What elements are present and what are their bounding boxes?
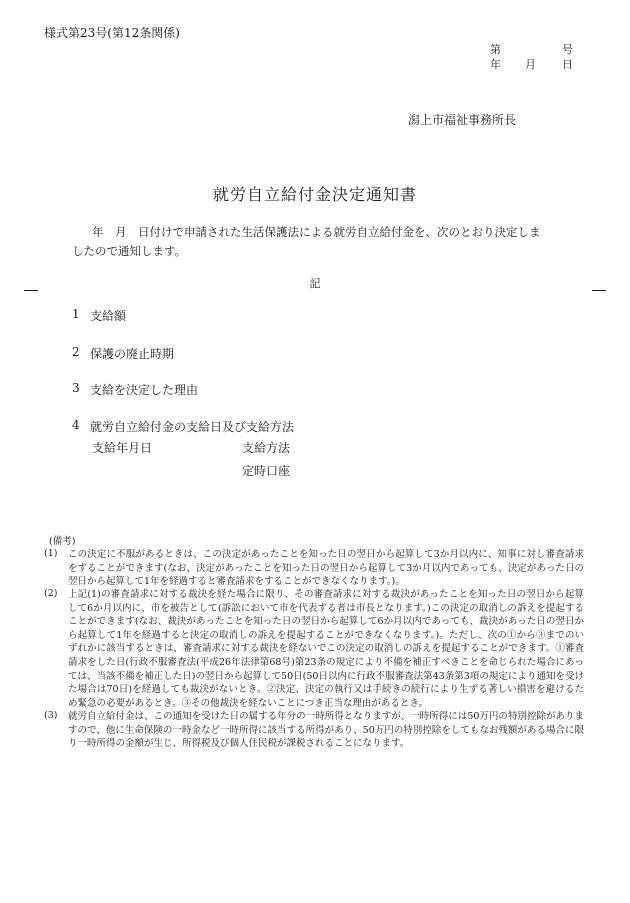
notes-title: (備考): [49, 536, 76, 547]
note-2-text: 上記(1)の審査請求に対する裁決を経た場合に限り、その審査請求に対する裁決があったことを知った日の翌日から起算して6か月以内に、市を被告として(訴訟において市を代表する者は市長となります。)この決定の取消しの訴えを提起することができます(なお、裁決があったことを知った日の翌日から起算して6か月以内であっても、裁決があった日の翌日から起算して1年を経過すると決定の取消しの訴えを提起することができなくなります。)。ただし、次の①から③までのいずれかに該当するときは、審査請求に対する裁決を経ないでこの決定の取消しの訴えを提起することができます。①審査請求をした日(行政不服審査法(平成26年法律第68号)第23条の規定により不備を補正すべきことを命じられた場合にあっては、当該不備を補正した日)の翌日から起算して50日(50日以内に行政不服審査法第43条第3項の規定により通知を受けた場合は70日)を経過しても裁決がないとき。②決定、決定の執行又は手続きの続行により生ずる著しい損害を避けるため緊急の必要があるとき。③その他裁決を経ないことにつき正当な理由があるとき。: [68, 589, 584, 709]
date-year: 年: [490, 58, 501, 71]
payment-method-value: 定時口座: [242, 464, 291, 478]
note-1-text: この決定に不服があるときは、この決定があったことを知った日の翌日から起算して3か月以内に、知事に対し審査請求をすることができます(なお、決定があったことを知った日の翌日から起算して3か月以内であっても、決定があった日の翌日から起算して1年を経過すると審査請求をすることができなくなります。)。: [68, 549, 584, 588]
item-3-number: 3: [72, 381, 80, 395]
item-1-label: 支給額: [90, 309, 127, 323]
intro-line-2: したので通知します。: [72, 244, 187, 258]
note-1-number: (1): [44, 548, 58, 559]
item-2-number: 2: [72, 345, 80, 359]
item-1-number: 1: [72, 307, 80, 321]
document-title: 就労自立給付金決定通知書: [212, 185, 417, 204]
ki-heading: 記: [309, 277, 321, 290]
intro-line-1: 年 月 日付けで申請された生活保護法による就労自立給付金を、次のとおり決定しま: [92, 225, 541, 239]
form-number: 様式第23号(第12条関係): [44, 26, 180, 40]
doc-number-prefix: 第: [490, 43, 501, 56]
issuer-name: 潟上市福祉事務所長: [408, 113, 517, 127]
right-dash: [592, 290, 606, 291]
doc-number-suffix: 号: [562, 43, 573, 56]
note-2-number: (2): [44, 588, 58, 599]
date-month: 月: [525, 58, 536, 71]
item-3-label: 支給を決定した理由: [90, 383, 199, 397]
left-dash: [24, 290, 38, 291]
payment-date-label: 支給年月日: [92, 441, 153, 455]
item-4-label: 就労自立給付金の支給日及び支給方法: [90, 420, 295, 434]
date-day: 日: [562, 58, 573, 71]
note-3-number: (3): [44, 710, 58, 721]
intro-paragraph: [72, 223, 562, 261]
item-2-label: 保護の廃止時期: [90, 347, 175, 361]
note-3-text: 就労自立給付金は、この通知を受けた日の属する年分の一時所得となりますが、一時所得には50万円の特別控除がありますので、他に生命保険の一時金など一時所得に該当する所得があり、50万円の特別控除をしてもなお残額がある場合に限り一時所得の金額が生じ、所得税及び個人住民税が課税されることになります。: [68, 711, 584, 750]
item-4-number: 4: [72, 418, 80, 432]
payment-method-label: 支給方法: [242, 441, 291, 455]
